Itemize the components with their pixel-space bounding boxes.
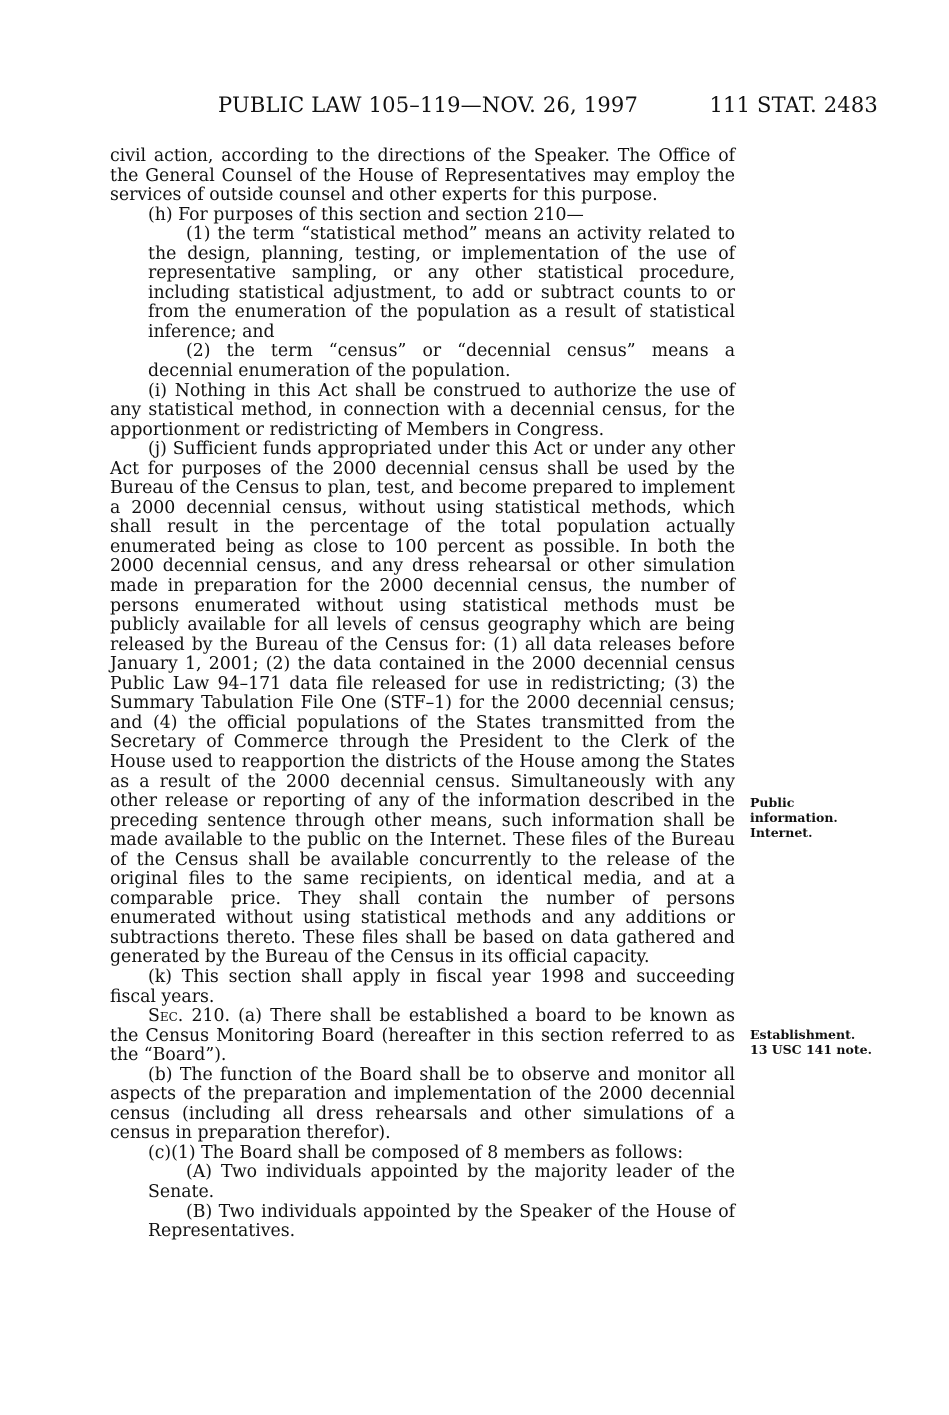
margin-note-line: information. [750,810,838,825]
paragraph-j: (j) Sufficient funds appropriated under this Act or under any other Act for purposes of the 2000 decennial census shall be used by the Bureau of the Census to plan, test, and become prepared to implement a 2000 decennial census, without using statistical methods, which shall result in the percentage of the total population actually enumerated being as close to 100 percent as possible. In both the 2000 decennial census, and any dress rehearsal or other simulation made in preparation for the 2000 decennial census, the number of persons enumerated without using statistical methods must be publicly available for all levels of census geography which are being released by the Bureau of the Census for: (1) all data releases before January 1, 2001; (2) the data contained in the 2000 decennial census Public Law 94–171 data file released for use in redistricting; (3) the Summary Tabulation File One (STF–1) for the 2000 decennial census; and (4) the official populations of the States transmitted from the Secretary of Commerce through the President to the Clerk of the House used to reapportion the districts of the House among the States as a result of the 2000 decennial census. Simultaneously with any other release or reporting of any of the information described in the preceding sentence through other means, such information shall be made available to the public on the Internet. These files of the Bureau of the Census shall be available concurrently to the release of the original files to the same recipients, on identical media, and at a comparable price. They shall contain the number of persons enumerated without using statistical methods and any additions or subtractions thereto. These files shall be based on data gathered and generated by the Bureau of the Census in its official capacity. [110,439,735,968]
section-210-c-1: (c)(1) The Board shall be composed of 8 members as follows: [148,1142,684,1163]
section-210-c-1-a: (A) Two individuals appointed by the majority leader of the Senate. [148,1162,735,1202]
section-210-a-text: 210. (a) There shall be established a board to be known as the Census Monitoring Board (hereafter in this section referred to as the “Board”). [110,1006,735,1066]
paragraph-h-1: (1) the term “statistical method” means an activity related to the design, planning, testing, or implementation of the use of representative sampling, or any other statistical procedure, including statistical adjustment, to add or subtract counts to or from the enumeration of the population as a result of statistical inference; and [148,224,735,342]
law-text [110,147,735,1242]
section-210-a [110,1007,735,1066]
margin-note-line: Establishment. [750,1027,856,1042]
paragraph-k: (k) This section shall apply in fiscal year 1998 and succeeding fiscal years. [110,966,735,1007]
section-210-b: (b) The function of the Board shall be to observe and monitor all aspects of the preparation and implementation of the 2000 decennial census (including all dress rehearsals and other simulations of a census in preparation therefor). [110,1064,735,1144]
margin-note-line: 13 USC 141 note. [750,1042,872,1057]
section-210-c-1-b: (B) Two individuals appointed by the Speaker of the House of Representatives. [148,1201,735,1242]
paragraph-h-2: (2) the term “census” or “decennial census” means a decennial enumeration of the population. [148,341,735,382]
paragraph-h: (h) For purposes of this section and section 210— [148,204,584,225]
page-header [218,93,878,123]
law-citation: PUBLIC LAW 105–119—NOV. 26, 1997 [218,93,639,117]
margin-note-public-information [750,795,890,840]
margin-note-establishment [750,1027,890,1057]
section-label: Sec. [148,1006,184,1027]
paragraph-continued: civil action, according to the directions of the Speaker. The Office of the General Counsel of the House of Representatives may employ the services of outside counsel and other experts for this purpose. [110,146,735,206]
paragraph-i: (i) Nothing in this Act shall be construed to authorize the use of any statistical method, in connection with a decennial census, for the apportionment or redistricting of Members in Congress. [110,380,735,440]
margin-note-line: Public [750,795,795,810]
statute-page-number: 111 STAT. 2483 [709,93,878,117]
margin-note-line: Internet. [750,825,813,840]
